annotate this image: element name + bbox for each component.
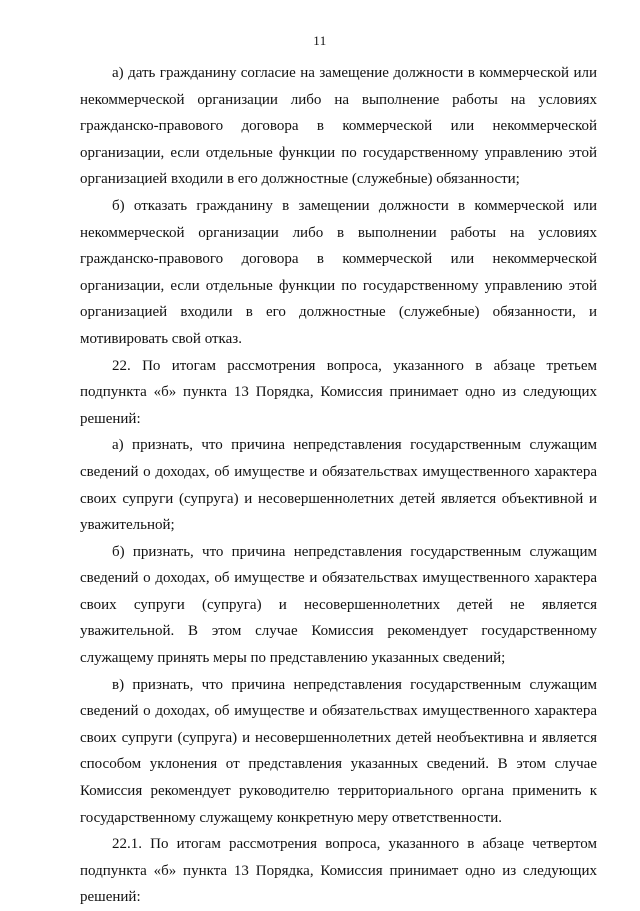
page-number: 11 (313, 33, 327, 48)
paragraph-item-22-a: а) признать, что причина непредставления государственным служащим сведений о доходах, об имуществе и обязательствах имущественного характера своих супруги (супруга) и несовершеннолетних детей является объективной и уважительной; (80, 437, 597, 534)
paragraph-item-22-1: 22.1. По итогам рассмотрения вопроса, указанного в абзаце четвертом подпункта «б» пункта 13 Порядка, Комиссия принимает одно из следующих решений: (80, 836, 597, 906)
paragraph-consent-option-a: а) дать гражданину согласие на замещение должности в коммерческой или некоммерческой организации либо на выполнение работы на условиях гражданско-правового договора в коммерческой или некоммерческой организации, если отдельные функции по государственному управлению этой организацией входили в его должностные (служебные) обязанности; (80, 65, 597, 188)
paragraph-refusal-option-b: б) отказать гражданину в замещении должности в коммерческой или некоммерческой организации либо в выполнении работы на условиях гражданско-правового договора в коммерческой или некоммерческой организации, если отдельные функции по государственному управлению этой организацией входили в его должностные (служебные) обязанности, и мотивировать свой отказ. (80, 197, 597, 347)
document-body (80, 60, 597, 911)
paragraph-item-22-b: б) признать, что причина непредставления государственным служащим сведений о доходах, об имуществе и обязательствах имущественного характера своих супруги (супруга) и несовершеннолетних детей не является уважительной. В этом случае Комиссия рекомендует государственному служащему принять меры по представлению указанных сведений; (80, 543, 597, 667)
paragraph-item-22-v: в) признать, что причина непредставления государственным служащим сведений о доходах, об имуществе и обязательствах имущественного характера своих супруги (супруга) и несовершеннолетних детей необъективна и является способом уклонения от представления указанных сведений. В этом случае Комиссия рекомендует руководителю территориального органа применить к государственному служащему конкретную меру ответственности. (80, 676, 597, 826)
paragraph-item-22: 22. По итогам рассмотрения вопроса, указанного в абзаце третьем подпункта «б» пункта 13 Порядка, Комиссия принимает одно из следующих решений: (80, 357, 597, 427)
